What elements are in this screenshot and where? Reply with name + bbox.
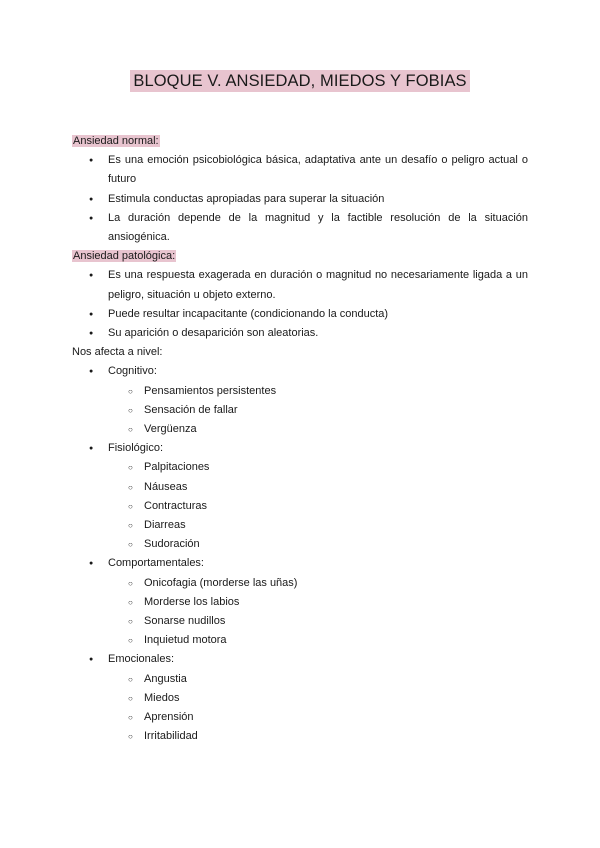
sublist-item: ○ Onicofagia (morderse las uñas) bbox=[108, 574, 528, 593]
list-item: ● Su aparición o desaparición son aleatorias. bbox=[72, 324, 528, 343]
sublist bbox=[108, 382, 528, 440]
level-group-physiological bbox=[72, 439, 528, 554]
sublist-item: ○ Angustia bbox=[108, 670, 528, 689]
highlighted-heading: Ansiedad patológica: bbox=[73, 250, 176, 263]
section-heading-pathological bbox=[72, 247, 528, 266]
sublist-item: ○ Miedos bbox=[108, 689, 528, 708]
sublist-item: ○ Inquietud motora bbox=[108, 631, 528, 650]
level-group-cognitive bbox=[72, 362, 528, 439]
sublist bbox=[108, 574, 528, 651]
list-item: ● Es una respuesta exagerada en duración o magnitud no necesariamente ligada a un peligro, situación u objeto externo. bbox=[72, 266, 528, 304]
level-group-emotional bbox=[72, 650, 528, 746]
section-heading-normal bbox=[72, 132, 528, 151]
sublist-item: ○ Sonarse nudillos bbox=[108, 612, 528, 631]
sublist-item: ○ Diarreas bbox=[108, 516, 528, 535]
list-item: ● Estimula conductas apropiadas para superar la situación bbox=[72, 190, 528, 209]
sublist-item: ○ Irritabilidad bbox=[108, 727, 528, 746]
level-group-behavioral bbox=[72, 554, 528, 650]
pathological-list bbox=[72, 266, 528, 343]
sublist-item: ○ Contracturas bbox=[108, 497, 528, 516]
page-title-text: BLOQUE V. ANSIEDAD, MIEDOS Y FOBIAS bbox=[130, 70, 469, 92]
sublist-item: ○ Pensamientos persistentes bbox=[108, 382, 528, 401]
sublist bbox=[108, 458, 528, 554]
document-body bbox=[72, 132, 528, 747]
sublist-item: ○ Náuseas bbox=[108, 478, 528, 497]
sublist-item: ○ Sensación de fallar bbox=[108, 401, 528, 420]
list-item: ● Puede resultar incapacitante (condicionando la conducta) bbox=[72, 305, 528, 324]
list-item: ● La duración depende de la magnitud y la factible resolución de la situación ansiogénica. bbox=[72, 209, 528, 247]
sublist-item: ○ Palpitaciones bbox=[108, 458, 528, 477]
page-title bbox=[0, 72, 600, 91]
level-label: Comportamentales: bbox=[108, 557, 204, 570]
level-label: Cognitivo: bbox=[108, 365, 157, 378]
sublist-item: ○ Vergüenza bbox=[108, 420, 528, 439]
sublist-item: ○ Sudoración bbox=[108, 535, 528, 554]
highlighted-heading: Ansiedad normal: bbox=[73, 135, 159, 147]
sublist-item: ○ Morderse los labios bbox=[108, 593, 528, 612]
normal-list bbox=[72, 151, 528, 247]
levels-list bbox=[72, 362, 528, 746]
levels-intro: Nos afecta a nivel: bbox=[72, 346, 163, 359]
list-item: ● Es una emoción psicobiológica básica, adaptativa ante un desafío o peligro actual o futuro bbox=[72, 151, 528, 189]
level-label: Fisiológico: bbox=[108, 442, 164, 455]
sublist bbox=[108, 670, 528, 747]
sublist-item: ○ Aprensión bbox=[108, 708, 528, 727]
level-label: Emocionales: bbox=[108, 653, 175, 666]
